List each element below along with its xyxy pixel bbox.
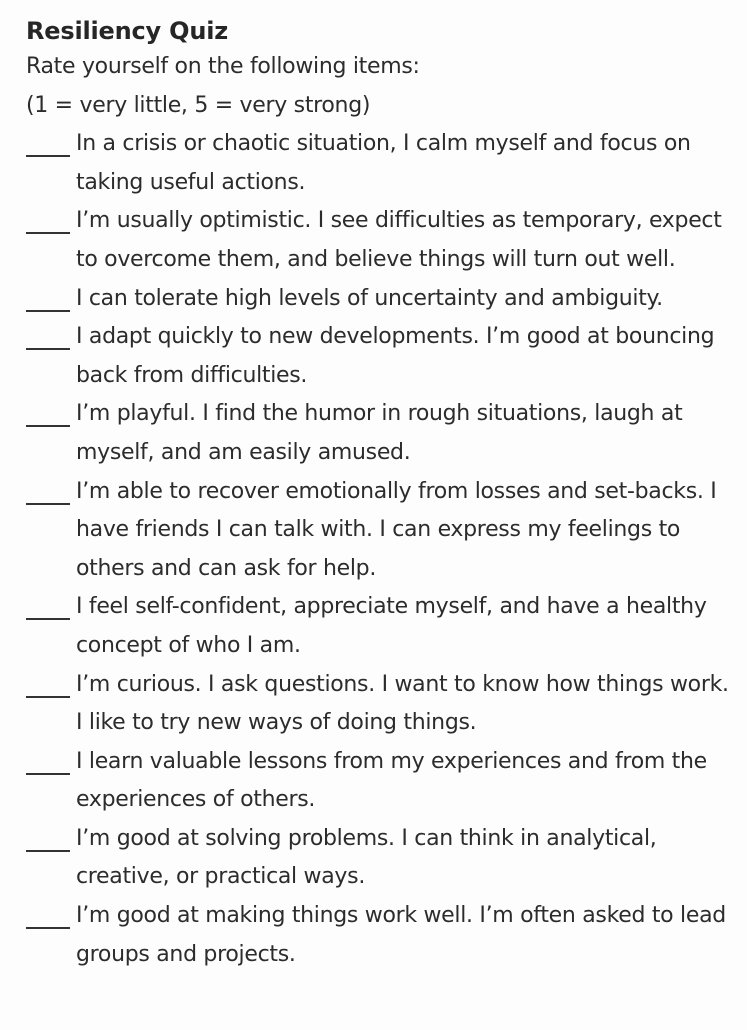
rating-blank[interactable] xyxy=(26,897,70,929)
quiz-item xyxy=(26,125,741,202)
quiz-item xyxy=(26,588,741,665)
quiz-item xyxy=(26,202,741,279)
rating-blank[interactable] xyxy=(26,125,70,157)
quiz-item xyxy=(26,473,741,589)
instructions-text: Rate yourself on the following items: xyxy=(26,54,420,79)
rating-blank[interactable] xyxy=(26,202,70,234)
rating-blank[interactable] xyxy=(26,473,70,505)
quiz-item-text: I learn valuable lessons from my experiences and from the experiences of others. xyxy=(76,748,707,813)
rating-blank[interactable] xyxy=(26,820,70,852)
rating-blank[interactable] xyxy=(26,280,70,312)
quiz-item-text: I’m able to recover emotionally from losses and set-backs. I have friends I can talk with. I can express my feelings to others and can ask for help. xyxy=(76,478,717,581)
quiz-item-text: I’m curious. I ask questions. I want to know how things work. I like to try new ways of doing things. xyxy=(76,671,729,736)
quiz-item-text: I adapt quickly to new developments. I’m good at bouncing back from difficulties. xyxy=(76,324,715,388)
quiz-item xyxy=(26,743,741,820)
quiz-page xyxy=(26,14,741,974)
rating-blank[interactable] xyxy=(26,666,70,698)
quiz-item xyxy=(26,666,741,743)
quiz-item-text: I’m playful. I find the humor in rough situations, laugh at myself, and am easily amused. xyxy=(76,401,683,465)
rating-scale-text: (1 = very little, 5 = very strong) xyxy=(26,92,371,118)
quiz-item-text: I’m usually optimistic. I see difficulties as temporary, expect to overcome them, and believe things will turn out well. xyxy=(76,208,722,272)
quiz-item xyxy=(26,395,741,472)
rating-blank[interactable] xyxy=(26,318,70,350)
quiz-item-text: I feel self-confident, appreciate myself, and have a healthy concept of who I am. xyxy=(76,594,707,658)
quiz-items-list xyxy=(26,125,741,974)
quiz-item xyxy=(26,897,741,974)
rating-blank[interactable] xyxy=(26,588,70,620)
quiz-item-text: I’m good at solving problems. I can think in analytical, creative, or practical ways. xyxy=(76,825,657,890)
quiz-item xyxy=(26,280,741,319)
rating-blank[interactable] xyxy=(26,743,70,775)
quiz-item xyxy=(26,820,741,897)
quiz-item-text: In a crisis or chaotic situation, I calm myself and focus on taking useful actions. xyxy=(76,131,691,195)
quiz-item-text: I can tolerate high levels of uncertainty and ambiguity. xyxy=(76,285,663,311)
quiz-item-text: I’m good at making things work well. I’m often asked to lead groups and projects. xyxy=(76,903,726,967)
rating-blank[interactable] xyxy=(26,395,70,427)
quiz-title: Resiliency Quiz xyxy=(26,17,228,45)
quiz-item xyxy=(26,318,741,395)
